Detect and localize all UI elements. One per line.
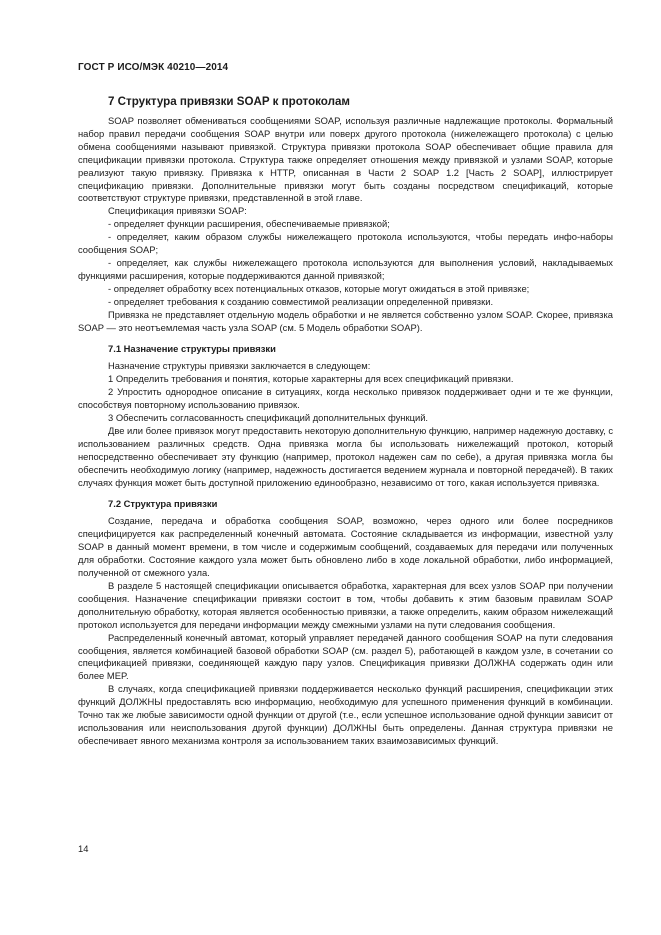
purpose-item: 2 Упростить однородное описание в ситуациях, когда несколько привязок поддерживает одни и те же функции, способствуя повторному использованию привязок. [78,386,613,411]
section-7-closing: Привязка не представляет отдельную модель обработки и не является собственно узлом SOAP. Скорее, привязка SOAP — это неотъемлемая часть узла SOAP (см. 5 Модель обработки SOAP). [78,308,613,333]
document-header: ГОСТ Р ИСО/МЭК 40210—2014 [78,62,229,73]
section-7-2-paragraph: В случаях, когда спецификацией привязки поддерживается несколько функций расширения, спецификации этих функций ДОЛЖНЫ предоставлять всю информацию, необходимую для успешного применения функций в комбинации. Точно так же любые зависимости одной функции от другой (т.е., если успешное использование одной функции зависит от использования или неиспользования другой функции) ДОЛЖНЫ быть определены. Данная структура привязки не обеспечивает явного механизма контроля за использованием таких взаимозависимых функций. [78,683,613,746]
spec-item: - определяет требования к созданию совместимой реализации определенной привязки. [108,295,494,307]
section-7-1-lead: Назначение структуры привязки заключается в следующем: [108,360,371,372]
section-7-2-title: 7.2 Структура привязки [108,498,218,510]
spec-item: - определяет обработку всех потенциальных отказов, которые могут ожидаться в этой привязке; [108,282,530,294]
section-7-2-paragraph: Распределенный конечный автомат, который управляет передачей данного сообщения SOAP на пути следования сообщения, является комбинацией базовой обработки SOAP (см. раздел 5), работающей в каждом узле, в сочетании со спецификацией привязки, соединяющей каждую пару узлов. Спецификация привязки ДОЛЖНА содержать один или более MEP. [78,631,613,682]
spec-lead: Спецификация привязки SOAP: [108,205,247,217]
section-7-1-title: 7.1 Назначение структуры привязки [108,343,276,355]
section-7-2-paragraph: Создание, передача и обработка сообщения SOAP, возможно, через одного или более посредников специфицируется как распределенный конечный автомата. Состояние складывается из информации, известной узлу SOAP в данный момент времени, в том числе и содержимым сообщений, создаваемых для передачи или полученных для обработки. Состояние каждого узла может быть обновлено либо в ходе локальной обработки, либо информацией, полученной от смежного узла. [78,515,613,579]
section-7-title: 7 Структура привязки SOAP к протоколам [108,95,350,108]
page-number: 14 [78,843,89,854]
spec-item: - определяет, как службы нижележащего протокола используются для выполнения условий, накладываемых функциями расширения, которые поддерживаются данной привязкой; [78,256,613,281]
purpose-item: 3 Обеспечить согласованность спецификаций дополнительных функций. [108,412,429,424]
spec-item: - определяет функции расширения, обеспечиваемые привязкой; [108,218,390,230]
spec-item: - определяет, каким образом службы нижележащего протокола используются, чтобы передать инфо-наборы сообщения SOAP; [78,231,613,256]
section-7-intro: SOAP позволяет обмениваться сообщениями SOAP, используя различные надлежащие протоколы. Формальный набор правил передачи сообщения SOAP внутри или поверх другого протокола (нижележащего протокола) с целью обмена сообщениями называют привязкой. Структура привязки протокола SOAP обеспечивает общие правила для спецификации привязки протокола. Структура также определяет отношения между привязкой и узлами SOAP, которые реализуют такую привязку. Привязка к HTTP, описанная в Части 2 SOAP 1.2 [Часть 2 SOAP], иллюстрирует спецификацию привязки. Дополнительные привязки могут быть созданы посредством спецификаций, которые соответствуют структуре привязки, представленной в этой главе. [78,115,613,204]
section-7-2-paragraph: В разделе 5 настоящей спецификации описывается обработка, характерная для всех узлов SOAP при получении сообщения. Назначение спецификации привязки состоит в том, чтобы добавить к этим базовым правилам SOAP дополнительную обработку, которая является особенностью привязки, а также определить, каким образом нижележащий протокол используется для передачи информации между смежными узлами на пути следования сообщения. [78,580,613,630]
document-body [78,94,613,748]
section-7-1-paragraph: Две или более привязок могут предоставить некоторую дополнительную функцию, например надежную доставку, с использованием различных средств. Одна привязка могла бы использовать нижележащий протокол, который непосредственно обеспечивает эту функцию (например, протокол надежен сам по себе), а другая привязка могла бы обеспечить необходимую логику (например, надежность достигается ведением журнала и повторной передачей). В таких случаях функция может быть доступной приложению единообразно, независимо от того, какая используется привязка. [78,424,614,488]
purpose-item: 1 Определить требования и понятия, которые характерны для всех спецификаций привязки. [108,373,514,385]
